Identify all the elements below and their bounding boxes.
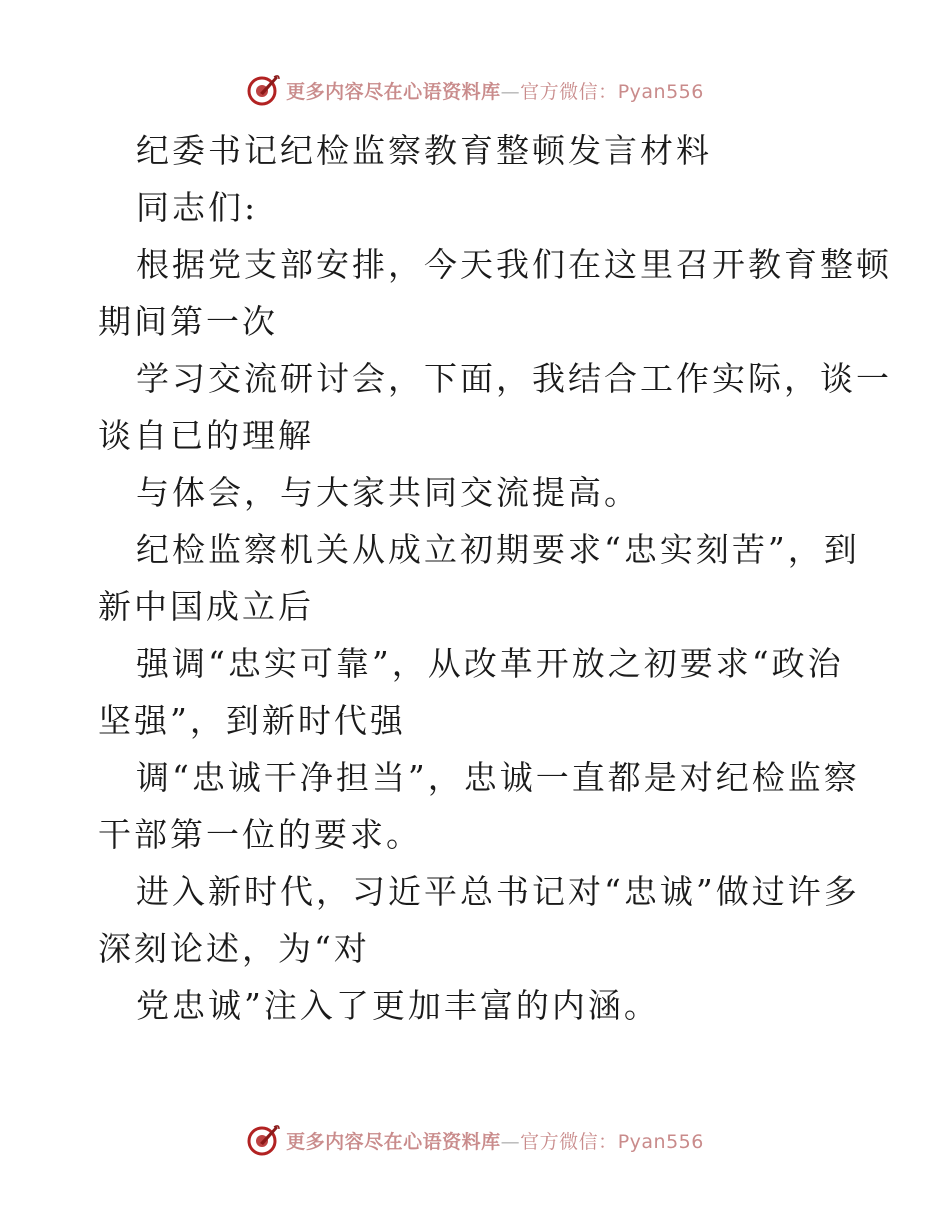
doc-line: 调“忠诚干净担当”，忠诚一直都是对纪检监察: [136, 758, 860, 797]
doc-line: 进入新时代，习近平总书记对“忠诚”做过许多: [136, 872, 860, 911]
doc-salutation: 同志们:: [136, 188, 259, 227]
doc-line: 深刻论述，为“对: [98, 929, 370, 968]
watermark-label: 官方微信：: [520, 1130, 618, 1153]
doc-line: 干部第一位的要求。: [98, 815, 422, 854]
watermark-separator: —: [500, 1130, 521, 1153]
doc-line: 强调“忠实可靠”，从改革开放之初要求“政治: [136, 644, 844, 683]
watermark-id: Pyan556: [617, 1130, 704, 1153]
doc-title: 纪委书记纪检监察教育整顿发言材料: [136, 131, 712, 170]
doc-line: 新中国成立后: [98, 587, 314, 626]
doc-line: 党忠诚”注入了更加丰富的内涵。: [136, 986, 660, 1025]
watermark-id: Pyan556: [617, 80, 704, 103]
watermark-separator: —: [500, 80, 521, 103]
watermark-main-text: 更多内容尽在心语资料库: [286, 1130, 501, 1153]
footer-watermark: [0, 1120, 950, 1160]
doc-line: 纪检监察机关从成立初期要求“忠实刻苦”，到: [136, 530, 860, 569]
watermark-text: [286, 77, 704, 104]
header-watermark: [0, 70, 950, 110]
watermark-main-text: 更多内容尽在心语资料库: [286, 80, 501, 103]
doc-line: 坚强”，到新时代强: [98, 701, 406, 740]
doc-line: 与体会，与大家共同交流提高。: [136, 473, 640, 512]
doc-line: 谈自已的理解: [98, 416, 314, 455]
document-body: [98, 122, 892, 1034]
quill-pen-logo-icon: [246, 1123, 280, 1157]
quill-pen-logo-icon: [246, 73, 280, 107]
doc-line: 期间第一次: [98, 302, 278, 341]
watermark-label: 官方微信：: [520, 80, 618, 103]
watermark-text: [286, 1127, 704, 1154]
doc-line: 学习交流研讨会，下面，我结合工作实际，谈一: [136, 359, 892, 398]
doc-line: 根据党支部安排，今天我们在这里召开教育整顿: [136, 245, 892, 284]
